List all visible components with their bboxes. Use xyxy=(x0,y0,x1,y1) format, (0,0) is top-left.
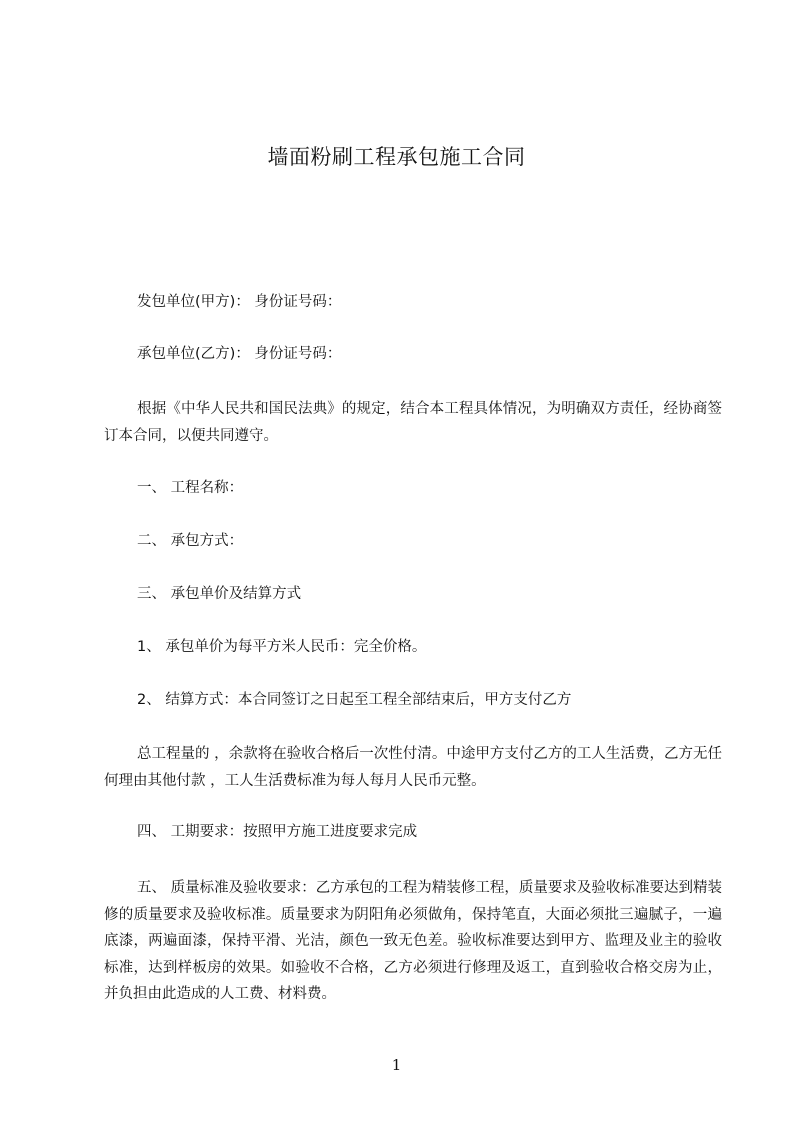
clause-contract-mode: 二、 承包方式： xyxy=(137,533,244,549)
clause-project-name: 一、 工程名称： xyxy=(137,480,244,496)
party-a-line: 发包单位(甲方)： 身份证号码： xyxy=(137,294,342,310)
document-title: 墙面粉刷工程承包施工合同 xyxy=(267,145,526,169)
intro-text: 根据《中华人民共和国民法典》的规定，结合本工程具体情况，为明确双方责任，经协商签订本合同，以便共同遵守。 xyxy=(104,401,722,444)
quality-text: 五、 质量标准及验收要求：乙方承包的工程为精装修工程，质量要求及验收标准要达到精装修的质量要求及验收标准。质量要求为阴阳角必须做角，保持笔直，大面必须批三遍腻子，一遍底漆，两遍面漆，保持平滑、光洁，颜色一致无色差。验收标准要达到甲方、监理及业主的验收标准，达到样板房的效果。如验收不合格，乙方必须进行修理及返工，直到验收合格交房为止，并负担由此造成的人工费、材料费。 xyxy=(104,880,722,1002)
item-settlement-method: 2、 结算方式：本合同签订之日起至工程全部结束后，甲方支付乙方 xyxy=(137,692,572,708)
payment-paragraph xyxy=(104,741,722,794)
payment-text: 总工程量的 ，余款将在验收合格后一次性付清。中途甲方支付乙方的工人生活费，乙方无任何理由其他付款 ，工人生活费标准为每人每月人民币元整。 xyxy=(104,746,722,789)
party-b-line: 承包单位(乙方)： 身份证号码： xyxy=(137,346,342,362)
clause-schedule: 四、 工期要求：按照甲方施工进度要求完成 xyxy=(137,824,418,840)
item-unit-price: 1、 承包单价为每平方米人民币：完全价格。 xyxy=(137,639,427,655)
clause-price-settlement: 三、 承包单价及结算方式 xyxy=(137,586,302,602)
page-number: 1 xyxy=(391,1056,402,1074)
intro-paragraph xyxy=(104,396,722,449)
quality-paragraph xyxy=(104,875,722,1008)
